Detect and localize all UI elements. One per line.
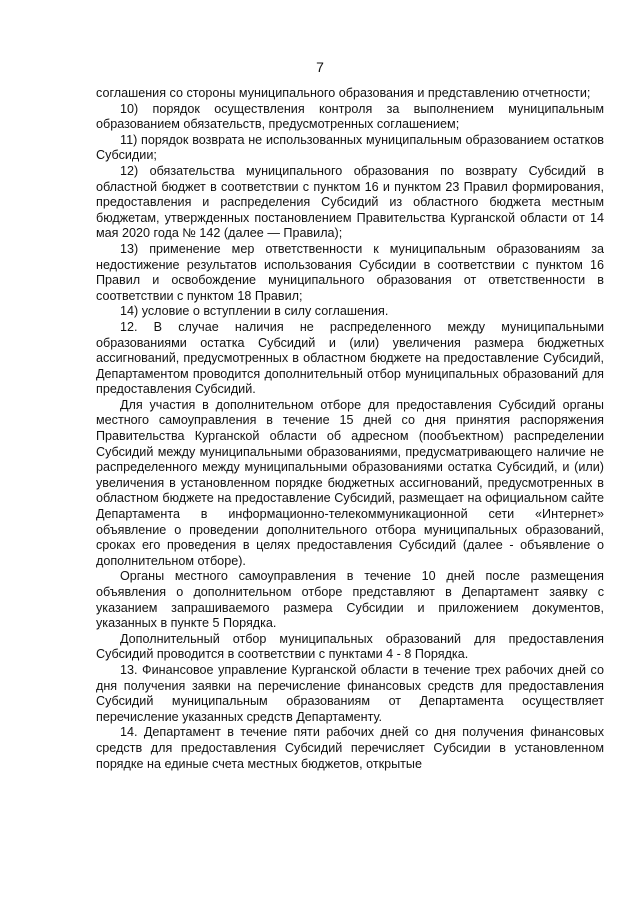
paragraph: 12) обязательства муниципального образования по возврату Субсидий в областной бюджет в соответствии с пунктом 16 и пунктом 23 Правил формирования, предоставления и распределения Субсидий из областного бюджета местным бюджетам, утвержденных постановлением Правительства Курганской области от 14 мая 2020 года № 142 (далее — Правила);: [96, 163, 604, 241]
paragraph: Для участия в дополнительном отборе для предоставления Субсидий органы местного самоуправления в течение 15 дней со дня принятия распоряжения Правительства Курганской области об адресном (пообъектном) распределении Субсидий между муниципальными образованиями, предусматривающего наличие не распределенного между муниципальными образованиями остатка Субсидий, и (или) увеличения в установленном порядке бюджетных ассигнований, предусмотренных в областном бюджете на предоставление Субсидий, размещает на официальном сайте Департамента в информационно-телекоммуникационной сети «Интернет» объявление о проведении дополнительного отбора муниципальных образований, сроках его проведения в целях предоставления Субсидий (далее - объявление о дополнительном отборе).: [96, 397, 604, 568]
paragraph: Дополнительный отбор муниципальных образований для предоставления Субсидий проводится в соответствии с пунктами 4 - 8 Порядка.: [96, 631, 604, 662]
paragraph: 13) применение мер ответственности к муниципальным образованиям за недостижение результатов использования Субсидии в соответствии с пунктом 16 Правил и освобождение муниципального образования от ответственности в соответствии с пунктом 18 Правил;: [96, 241, 604, 303]
paragraph: 12. В случае наличия не распределенного между муниципальными образованиями остатка Субсидий и (или) увеличения размера бюджетных ассигнований, предусмотренных в областном бюджете на предоставление Субсидий, Департаментом проводится дополнительный отбор муниципальных образований для предоставления Субсидий.: [96, 319, 604, 397]
paragraph: 13. Финансовое управление Курганской области в течение трех рабочих дней со дня получения заявки на перечисление финансовых средств для предоставления Субсидий муниципальным образованиям от Департамента осуществляет перечисление указанных средств Департаменту.: [96, 662, 604, 724]
paragraph: соглашения со стороны муниципального образования и представлению отчетности;: [96, 86, 591, 100]
paragraph: 14. Департамент в течение пяти рабочих дней со дня получения финансовых средств для предоставления Субсидий перечисляет Субсидии в установленном порядке на единые счета местных бюджетов, открытые: [96, 725, 604, 771]
paragraph: 10) порядок осуществления контроля за выполнением муниципальным образованием обязательств, предусмотренных соглашением;: [96, 101, 604, 132]
page-number: 7: [316, 59, 324, 75]
paragraph: 14) условие о вступлении в силу соглашения.: [120, 304, 389, 319]
document-body: [96, 86, 604, 772]
paragraph: 11) порядок возврата не использованных муниципальным образованием остатков Субсидии;: [96, 132, 604, 163]
paragraph: Органы местного самоуправления в течение 10 дней после размещения объявления о дополнительном отборе представляют в Департамент заявку с указанием запрашиваемого размера Субсидии и приложением документов, указанных в пункте 5 Порядка.: [96, 569, 604, 631]
